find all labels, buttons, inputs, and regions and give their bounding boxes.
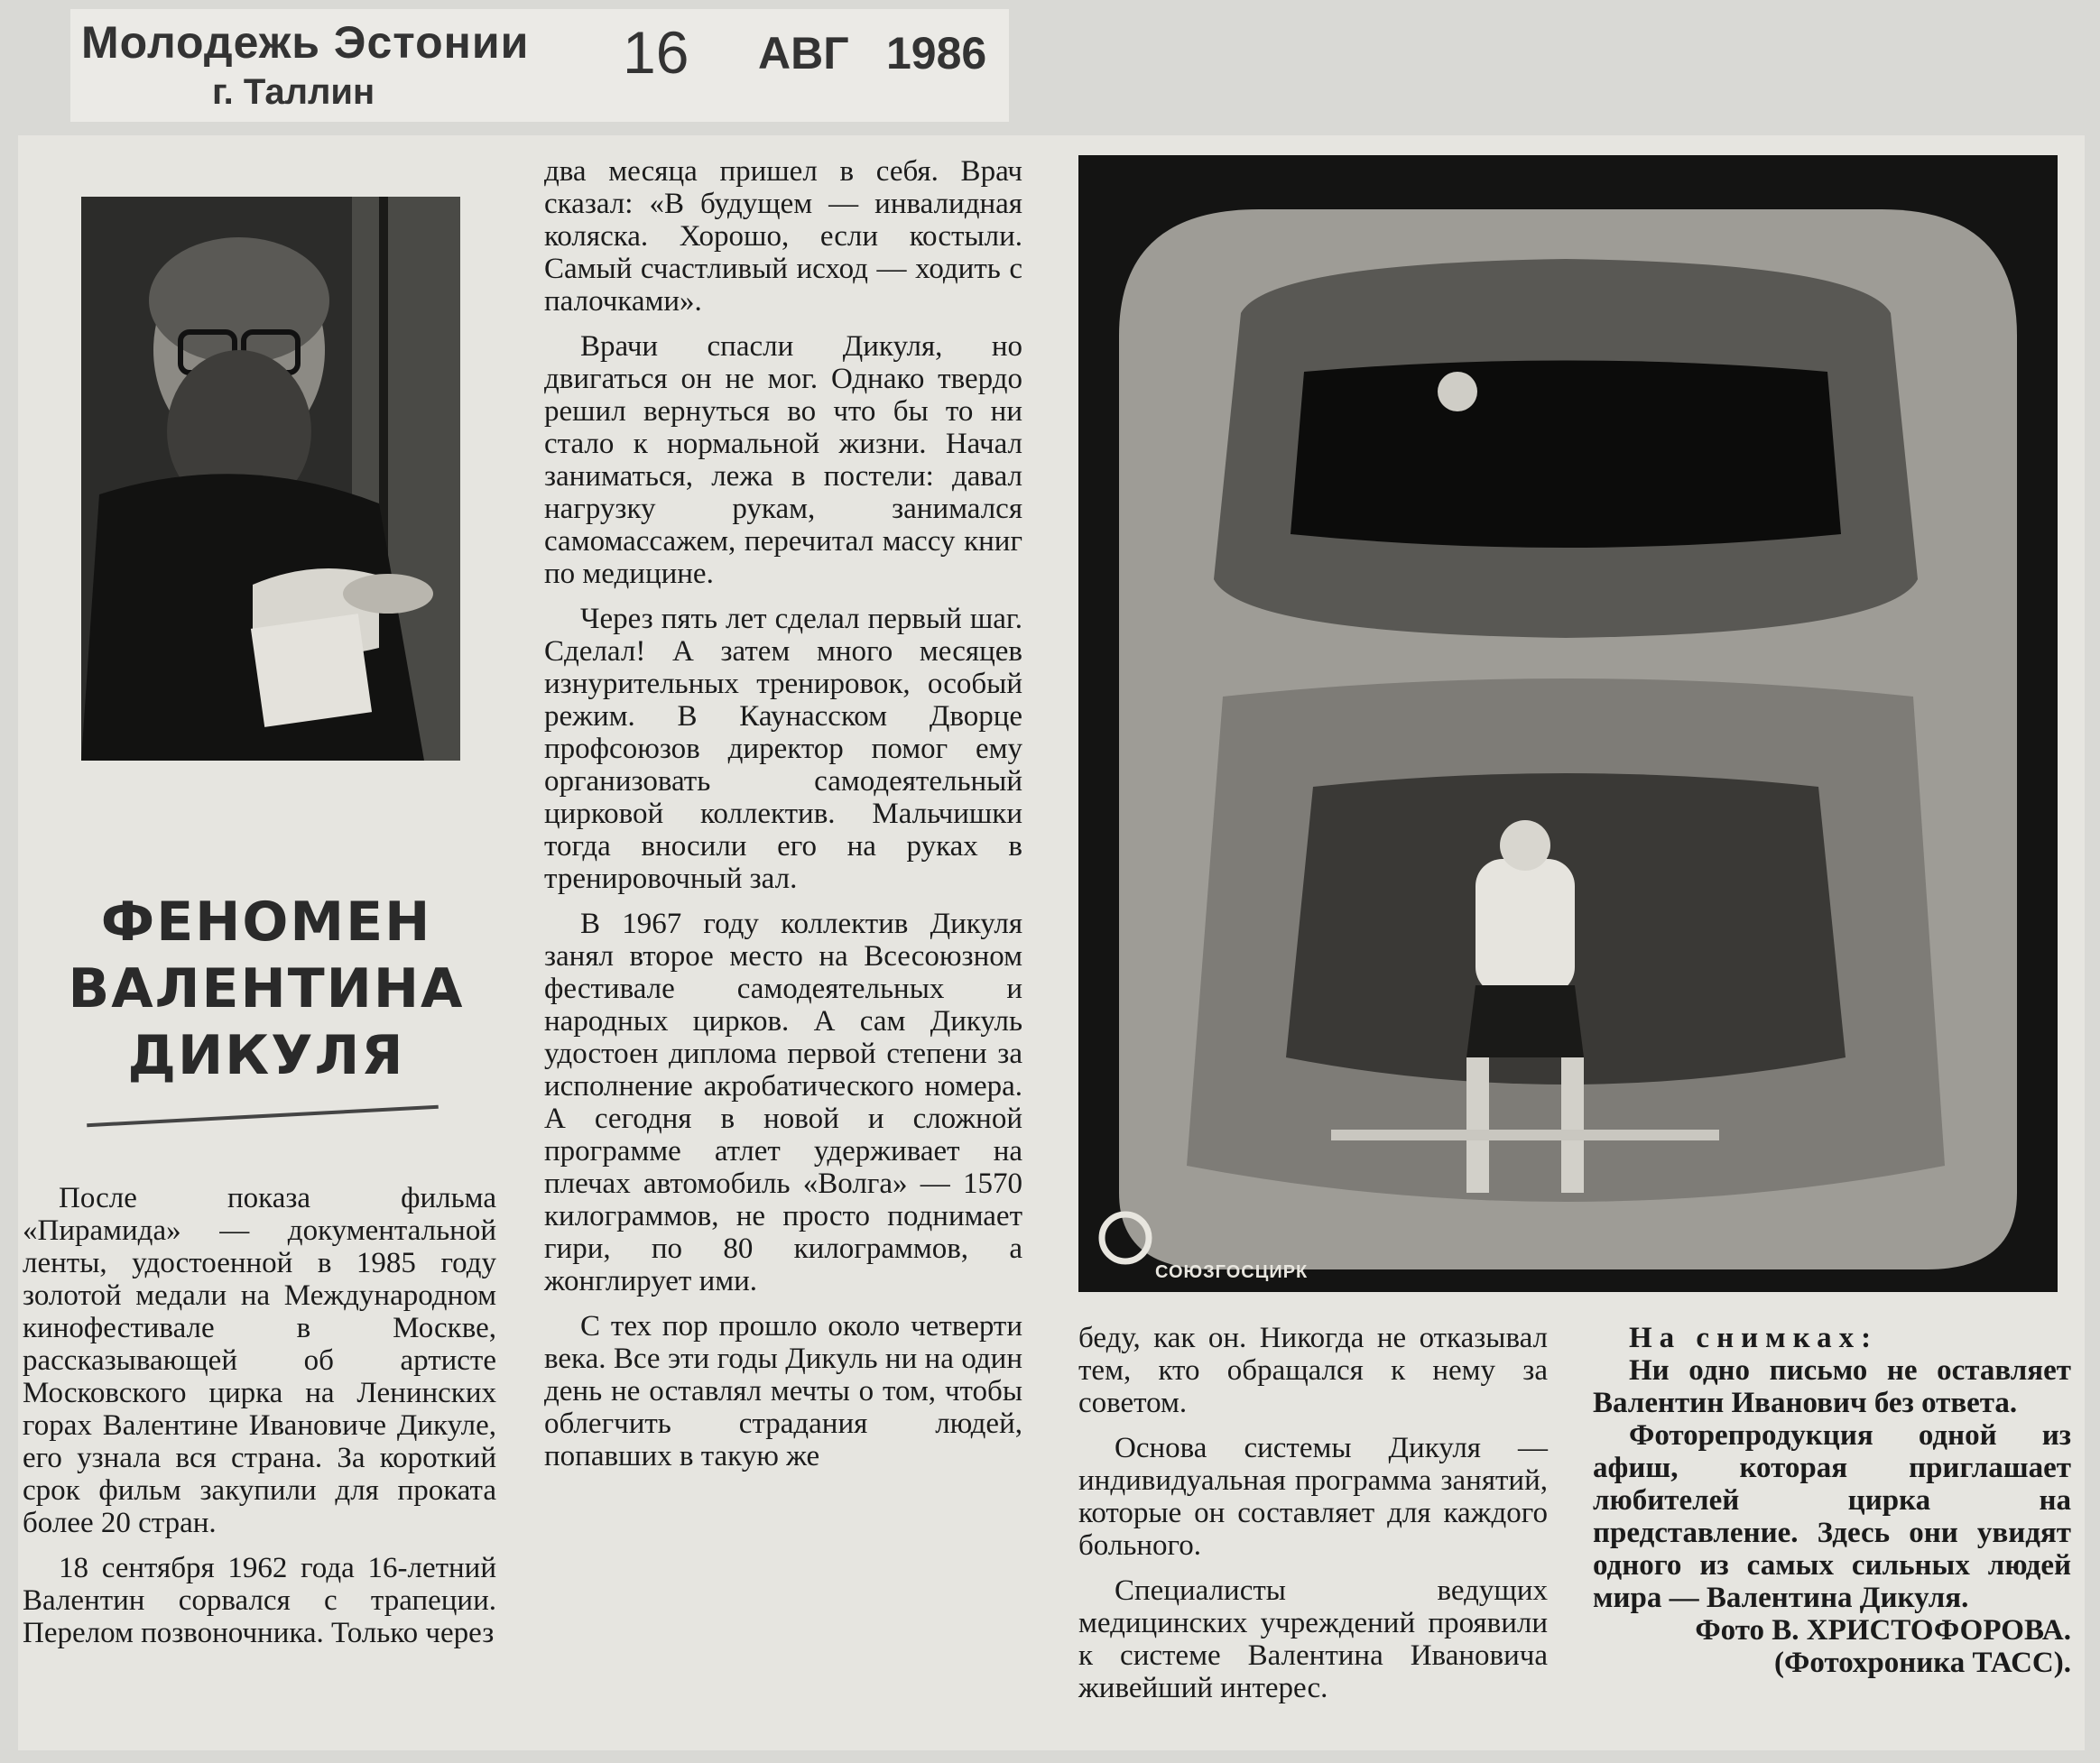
photo-caption bbox=[1593, 1322, 2071, 1679]
caption-text-2: Фоторепродукция одной из афиш, которая приглашает любителей цирка на представление. Здесь они увидят одного из самых сильных людей мира — Валентина Дикуля. bbox=[1593, 1419, 2071, 1614]
article-column-2 bbox=[544, 155, 1022, 1472]
paragraph: два месяца пришел в себя. Врач сказал: «В будущем — инвалидная коляска. Хорошо, если костыли. Самый счастливый исход — ходить с палочками». bbox=[544, 155, 1022, 318]
photo-agency: (Фотохроника ТАСС). bbox=[1774, 1647, 2071, 1679]
title-line-2: ВАЛЕНТИНА bbox=[68, 957, 465, 1020]
date-month: АВГ bbox=[758, 28, 849, 78]
article-title bbox=[63, 889, 469, 1089]
paragraph: Через пять лет сделал первый шаг. Сделал! А затем много месяцев изнурительных тренировок, особый режим. В Каунасском Дворце профсоюзов директор помог ему организовать самодеятельный цирковой коллектив. Мальчишки тогда вносили его на руках в тренировочный зал. bbox=[544, 603, 1022, 895]
paragraph: С тех пор прошло около четверти века. Все эти годы Дикуль ни на один день не оставлял мечты о том, чтобы облегчить страдания людей, попавших в такую же bbox=[544, 1310, 1022, 1472]
photo-credit: Фото В. ХРИСТОФОРОВА. bbox=[1695, 1614, 2071, 1647]
caption-heading: На снимках: bbox=[1629, 1322, 1879, 1354]
paragraph: После показа фильма «Пирамида» — документальной ленты, удостоенной в 1985 году золотой медали на Международном кинофестивале в Москве, рассказывающей об артисте Московского цирка на Ленинских горах Валентине Ивановиче Дикуле, его узнала вся страна. За короткий срок фильм закупили для проката более 20 стран. bbox=[23, 1182, 496, 1539]
paragraph: 18 сентября 1962 года 16-летний Валентин сорвался с трапеции. Перелом позвоночника. Только через bbox=[23, 1552, 496, 1649]
poster-logo-text: СОЮЗГОСЦИРК bbox=[1155, 1262, 1309, 1282]
date-day: 16 bbox=[623, 19, 689, 86]
portrait-photo bbox=[81, 197, 460, 761]
paragraph: Основа системы Дикуля — индивидуальная программа занятий, которые он составляет для каждого больного. bbox=[1078, 1432, 1548, 1562]
newspaper-city: г. Таллин bbox=[212, 72, 375, 112]
article-column-3 bbox=[1078, 1322, 1548, 1717]
title-line-1: ФЕНОМЕН bbox=[100, 891, 432, 954]
paragraph: беду, как он. Никогда не отказывал тем, кто обращался к нему за советом. bbox=[1078, 1322, 1548, 1419]
article-column-1 bbox=[23, 1182, 496, 1649]
paragraph: В 1967 году коллектив Дикуля занял второе место на Всесоюзном фестивале самодеятельных и народных цирков. А сам Дикуль удостоен диплома первой степени за исполнение акробатического номера. А сегодня в новой и сложной программе атлет удерживает на плечах автомобиль «Волга» — 1570 килограммов, не просто поднимает гири, по 80 килограммов, а жонглирует ими. bbox=[544, 908, 1022, 1297]
paragraph: Специалисты ведущих медицинских учреждений проявили к системе Валентина Ивановича живейший интерес. bbox=[1078, 1574, 1548, 1704]
circus-poster-photo bbox=[1078, 155, 2058, 1292]
newspaper-name: Молодежь Эстонии bbox=[81, 17, 530, 68]
date-year: 1986 bbox=[886, 28, 987, 78]
paragraph: Врачи спасли Дикуля, но двигаться он не мог. Однако твердо решил вернуться во что бы то ни стало к нормальной жизни. Начал заниматься, лежа в постели: давал нагрузку рукам, занимался самомассажем, перечитал массу книг по медицине. bbox=[544, 330, 1022, 590]
title-line-3: ДИКУЛЯ bbox=[127, 1024, 405, 1087]
caption-text-1: Ни одно письмо не оставляет Валентин Иванович без ответа. bbox=[1593, 1354, 2071, 1419]
